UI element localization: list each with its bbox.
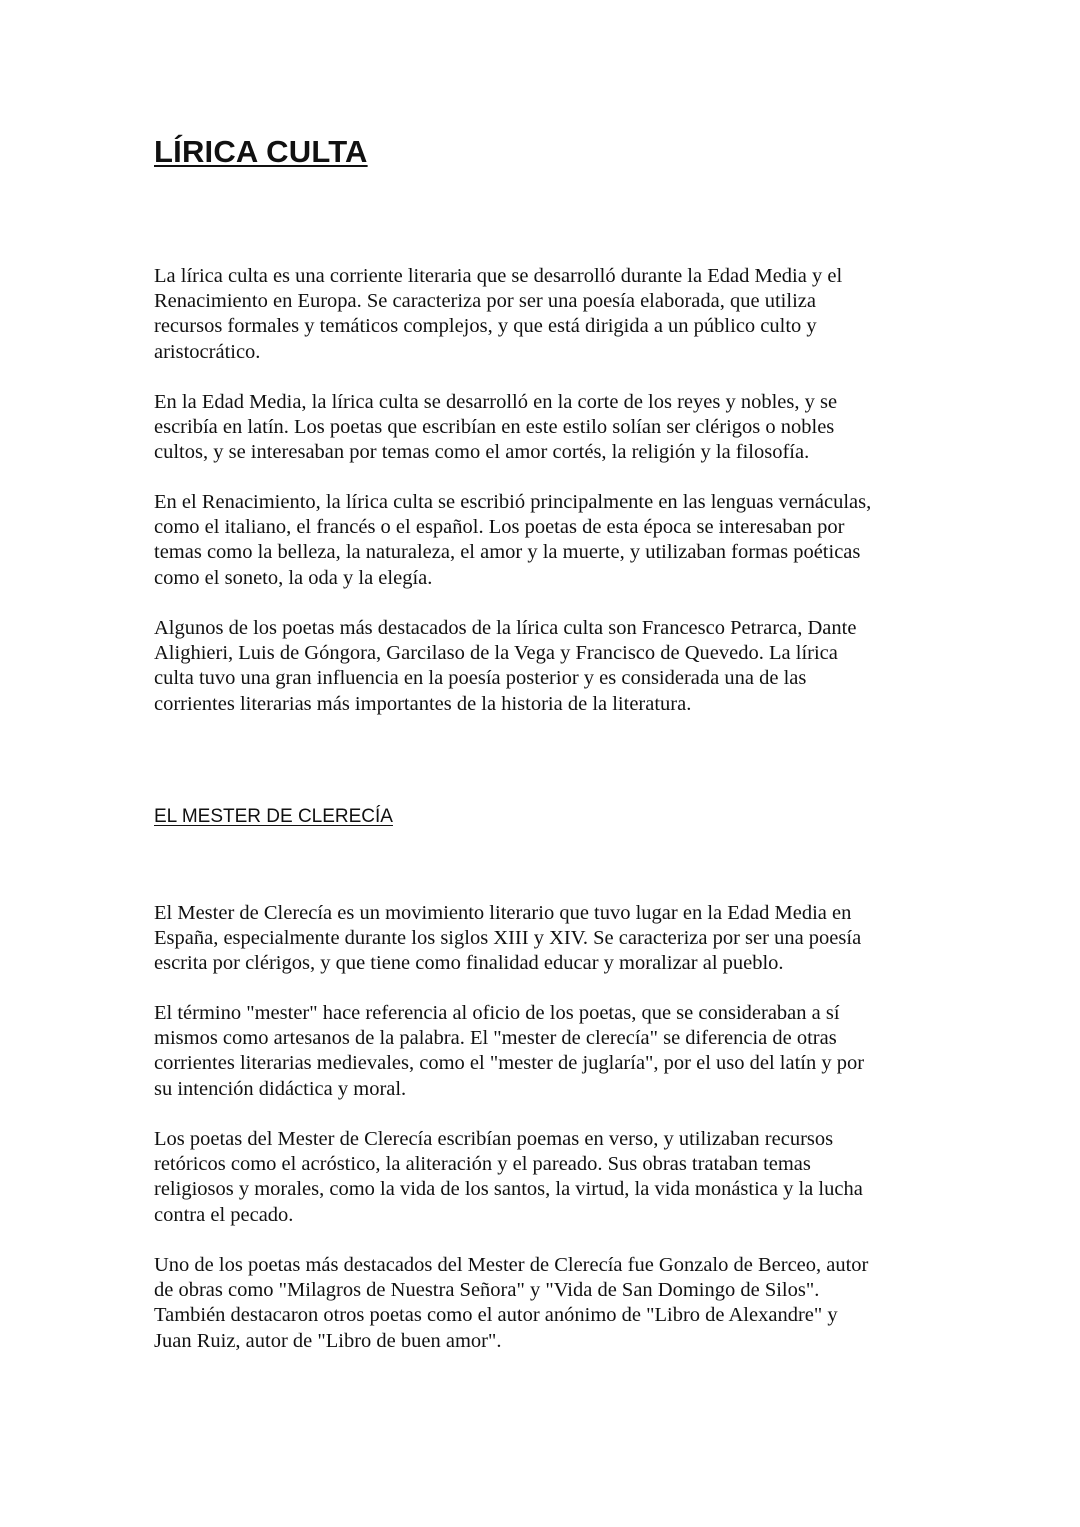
page-title: LÍRICA CULTA — [154, 134, 368, 169]
text-line: recursos formales y temáticos complejos, y que está dirigida a un público culto y — [154, 315, 817, 338]
paragraph — [154, 390, 934, 466]
text-line: mismos como artesanos de la palabra. El "mester de clerecía" se diferencia de otras — [154, 1027, 837, 1050]
text-line: corrientes literarias más importantes de la historia de la literatura. — [154, 692, 692, 715]
text-line: Algunos de los poetas más destacados de la lírica culta son Francesco Petrarca, Dante — [154, 617, 857, 639]
text-line: como el soneto, la oda y la elegía. — [154, 566, 433, 589]
text-line: su intención didáctica y moral. — [154, 1077, 407, 1100]
text-line: Uno de los poetas más destacados del Mester de Clerecía fue Gonzalo de Berceo, autor — [154, 1254, 869, 1276]
text-line: corrientes literarias medievales, como el "mester de juglaría", por el uso del latín y por — [154, 1052, 865, 1075]
text-line: También destacaron otros poetas como el autor anónimo de "Libro de Alexandre" y — [154, 1304, 838, 1327]
text-line: España, especialmente durante los siglos XIII y XIV. Se caracteriza por ser una poesía — [154, 927, 862, 950]
paragraph — [154, 1127, 934, 1228]
text-line: El término "mester" hace referencia al oficio de los poetas, que se consideraban a sí — [154, 1002, 840, 1024]
text-line: culta tuvo una gran influencia en la poesía posterior y es considerada una de las — [154, 667, 807, 690]
paragraph — [154, 490, 934, 591]
text-line: contra el pecado. — [154, 1203, 294, 1226]
text-line: temas como la belleza, la naturaleza, el amor y la muerte, y utilizaban formas poéticas — [154, 541, 861, 564]
paragraph — [154, 616, 934, 717]
text-line: cultos, y se interesaban por temas como el amor cortés, la religión y la filosofía. — [154, 441, 810, 464]
text-line: aristocrático. — [154, 340, 261, 363]
text-line: El Mester de Clerecía es un movimiento literario que tuvo lugar en la Edad Media en — [154, 902, 852, 924]
section-heading: EL MESTER DE CLERECÍA — [154, 806, 393, 827]
paragraph — [154, 264, 934, 365]
text-line: En el Renacimiento, la lírica culta se escribió principalmente en las lenguas vernáculas, — [154, 491, 872, 513]
text-line: religiosos y morales, como la vida de los santos, la virtud, la vida monástica y la lucha — [154, 1178, 863, 1201]
text-line: escribía en latín. Los poetas que escribían en este estilo solían ser clérigos o nobles — [154, 416, 835, 439]
paragraph — [154, 1001, 934, 1102]
text-line: como el italiano, el francés o el español. Los poetas de esta época se interesaban por — [154, 516, 845, 539]
paragraph — [154, 901, 934, 977]
text-line: Renacimiento en Europa. Se caracteriza por ser una poesía elaborada, que utiliza — [154, 290, 816, 313]
text-line: Alighieri, Luis de Góngora, Garcilaso de la Vega y Francisco de Quevedo. La lírica — [154, 642, 838, 665]
text-line: La lírica culta es una corriente literaria que se desarrolló durante la Edad Media y el — [154, 265, 843, 287]
text-line: Los poetas del Mester de Clerecía escribían poemas en verso, y utilizaban recursos — [154, 1128, 834, 1150]
text-line: escrita por clérigos, y que tiene como finalidad educar y moralizar al pueblo. — [154, 952, 784, 975]
text-line: En la Edad Media, la lírica culta se desarrolló en la corte de los reyes y nobles, y se — [154, 391, 838, 413]
text-line: retóricos como el acróstico, la aliteración y el pareado. Sus obras trataban temas — [154, 1153, 811, 1176]
paragraph — [154, 1253, 934, 1354]
text-line: de obras como "Milagros de Nuestra Señora" y "Vida de San Domingo de Silos". — [154, 1279, 820, 1302]
text-line: Juan Ruiz, autor de "Libro de buen amor". — [154, 1329, 502, 1352]
